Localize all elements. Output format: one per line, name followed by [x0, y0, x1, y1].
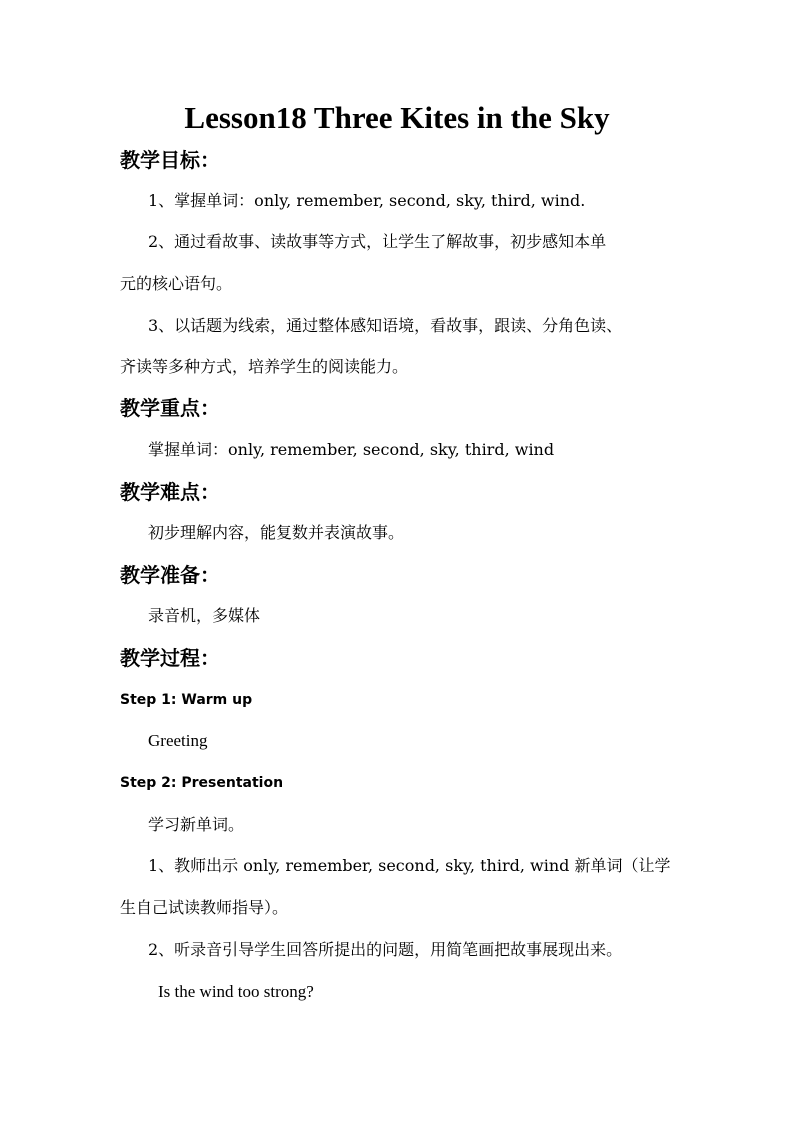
step-2-question: Is the wind too strong? — [158, 982, 314, 1001]
step-1-text: Greeting — [148, 731, 208, 750]
key-points-text: 掌握单词：only, remember, second, sky, third, wind — [148, 440, 555, 459]
step-2-item-1-line-2: 生自己试读教师指导）。 — [120, 898, 289, 917]
step-2-item-1-line-1: 1、教师出示 only, remember, second, sky, third, wind 新单词（让学 — [148, 856, 671, 875]
step-2-item-2: 2、听录音引导学生回答所提出的问题，用简笔画把故事展现出来。 — [148, 940, 623, 959]
objectives-item-2-line-1: 2、通过看故事、读故事等方式，让学生了解故事，初步感知本单 — [148, 232, 607, 251]
objectives-item-3-line-2: 齐读等多种方式，培养学生的阅读能力。 — [120, 357, 409, 376]
document-title: Lesson18 Three Kites in the Sky — [184, 100, 610, 135]
difficulties-heading: 教学难点： — [120, 480, 220, 504]
process-heading: 教学过程： — [120, 646, 220, 670]
step-2-label: Step 2: Presentation — [120, 775, 284, 791]
objectives-item-2-line-2: 元的核心语句。 — [120, 274, 233, 293]
objectives-item-3-line-1: 3、以话题为线索，通过整体感知语境，看故事，跟读、分角色读、 — [148, 316, 623, 335]
step-2-intro: 学习新单词。 — [148, 815, 245, 834]
key-points-heading: 教学重点： — [120, 396, 220, 420]
difficulties-text: 初步理解内容，能复数并表演故事。 — [148, 523, 405, 542]
step-1-label: Step 1: Warm up — [120, 692, 253, 708]
objectives-item-1: 1、掌握单词：only, remember, second, sky, third, wind. — [148, 191, 586, 210]
objectives-heading: 教学目标： — [120, 148, 220, 172]
preparation-text: 录音机，多媒体 — [148, 606, 261, 625]
preparation-heading: 教学准备： — [120, 563, 220, 587]
